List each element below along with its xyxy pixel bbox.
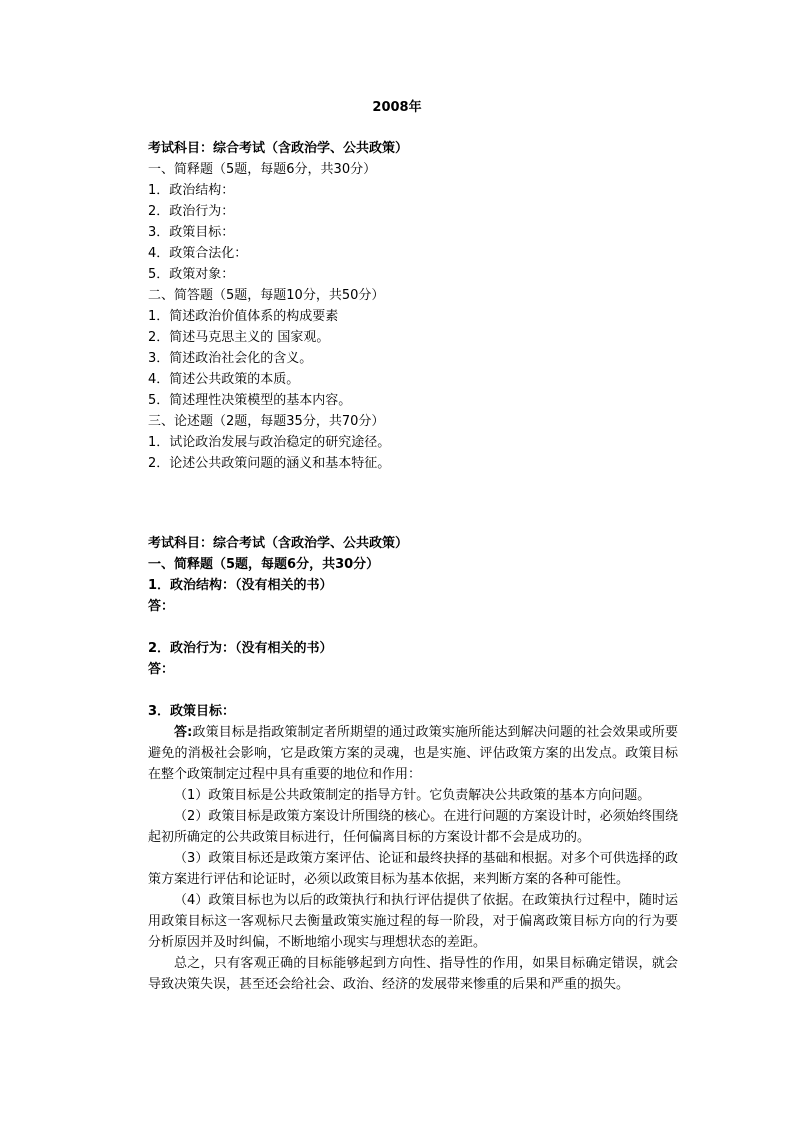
question-title: 1．政治结构：（没有相关的书） xyxy=(148,578,333,593)
answer-label: 答: xyxy=(174,725,193,740)
spacer xyxy=(148,617,678,638)
answer-paragraph xyxy=(148,722,678,785)
answer-text: 政策目标是指政策制定者所期望的通过政策实施所能达到解决问题的社会效果或所要避免的消极社会影响，它是政策方案的灵魂，也是实施、评估政策方案的出发点。政策目标在整个政策制定过程中具有重要的地位和作用： xyxy=(148,725,678,782)
list-item: 1．简述政治价值体系的构成要素 xyxy=(148,309,339,324)
list-item: 3．政策目标： xyxy=(148,225,235,240)
list-item: 5．政策对象： xyxy=(148,267,235,282)
list-item: 3．简述政治社会化的含义。 xyxy=(148,351,313,366)
list-item: 5．简述理性决策模型的基本内容。 xyxy=(148,393,352,408)
exam-subject-heading: 考试科目：综合考试（含政治学、公共政策） xyxy=(148,141,409,156)
answer-point: （1）政策目标是公共政策制定的指导方针。它负责解决公共政策的基本方向问题。 xyxy=(174,788,651,803)
exam-answers-section xyxy=(148,533,678,995)
list-item: 4．简述公共政策的本质。 xyxy=(148,372,300,387)
part-heading: 一、简释题（5题，每题6分，共30分） xyxy=(148,162,377,177)
spacer xyxy=(148,680,678,701)
question-title: 3．政策目标： xyxy=(148,704,236,719)
list-item: 1．政治结构： xyxy=(148,183,235,198)
part-heading: 三、论述题（2题，每题35分，共70分） xyxy=(148,414,385,429)
answer-point: （2）政策目标是政策方案设计所围绕的核心。在进行问题的方案设计时，必须始终围绕起初所确定的公共政策目标进行，任何偏离目标的方案设计都不会是成功的。 xyxy=(148,809,678,845)
part-heading: 一、简释题（5题，每题6分，共30分） xyxy=(148,557,380,572)
list-item: 4．政策合法化： xyxy=(148,246,248,261)
list-item: 1．试论政治发展与政治稳定的研究途径。 xyxy=(148,435,391,450)
answer-label: 答： xyxy=(148,662,175,677)
exam-subject-heading: 考试科目：综合考试（含政治学、公共政策） xyxy=(148,536,409,551)
answer-point: （3）政策目标还是政策方案评估、论证和最终抉择的基础和根据。对多个可供选择的政策方案进行评估和论证时，必须以政策目标为基本依据，来判断方案的各种可能性。 xyxy=(148,851,678,887)
list-item: 2．政治行为： xyxy=(148,204,235,219)
document-year: 2008年 xyxy=(372,100,422,115)
list-item: 2．简述马克思主义的 国家观。 xyxy=(148,330,330,345)
part-heading: 二、简答题（5题，每题10分，共50分） xyxy=(148,288,385,303)
answer-label: 答： xyxy=(148,599,175,614)
exam-questions-section xyxy=(148,138,678,474)
list-item: 2．论述公共政策问题的涵义和基本特征。 xyxy=(148,456,391,471)
answer-point: （4）政策目标也为以后的政策执行和执行评估提供了依据。在政策执行过程中，随时运用政策目标这一客观标尺去衡量政策实施过程的每一阶段，对于偏离政策目标方向的行为要分析原因并及时纠偏，不断地缩小现实与理想状态的差距。 xyxy=(148,893,678,950)
question-title: 2．政治行为：（没有相关的书） xyxy=(148,641,333,656)
answer-conclusion: 总之，只有客观正确的目标能够起到方向性、指导性的作用，如果目标确定错误，就会导致决策失误，甚至还会给社会、政治、经济的发展带来惨重的后果和严重的损失。 xyxy=(148,956,678,992)
